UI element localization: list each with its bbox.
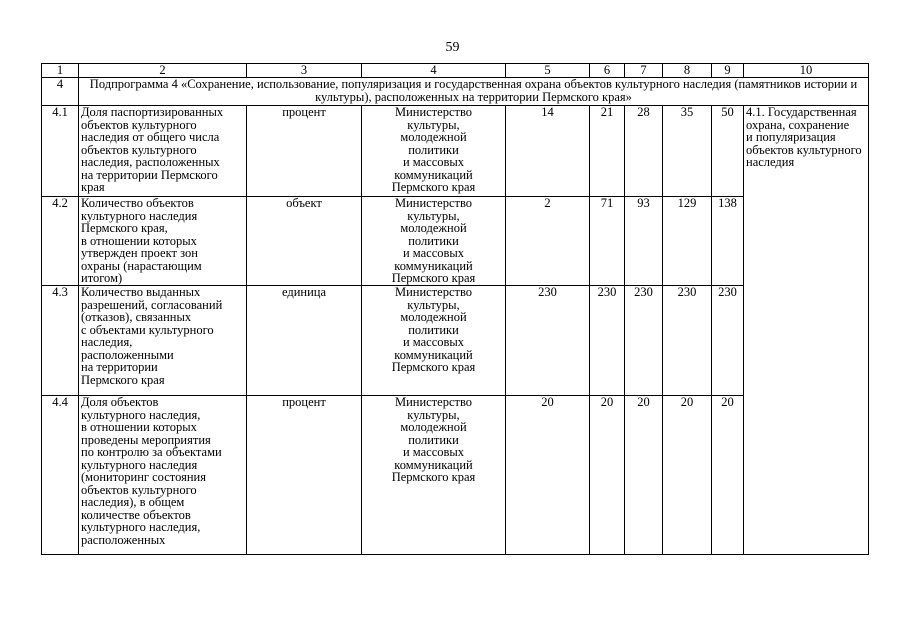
executor-cell: Министерство культуры, молодежной политики и массовых коммуникаций Пермского края	[362, 197, 506, 286]
subprogram-number: 4	[42, 78, 79, 106]
indicators-table	[41, 63, 869, 555]
unit-cell: единица	[247, 286, 362, 396]
executor-cell: Министерство культуры, молодежной политики и массовых коммуникаций Пермского края	[362, 106, 506, 197]
column-number: 6	[590, 64, 625, 78]
target-cell: 4.1. Государственная охрана, сохранение и популяризация объектов культурного наследия	[744, 106, 869, 555]
value-cell: 129	[663, 197, 712, 286]
subprogram-row	[42, 78, 869, 106]
value-cell: 20	[506, 396, 590, 555]
column-number: 5	[506, 64, 590, 78]
row-number: 4.1	[42, 106, 79, 197]
value-cell: 230	[663, 286, 712, 396]
row-number: 4.2	[42, 197, 79, 286]
value-cell: 2	[506, 197, 590, 286]
indicator-name: Количество объектов культурного наследия Пермского края, в отношении которых утвержден проект зон охраны (нарастающим итогом)	[79, 197, 247, 286]
value-cell: 20	[590, 396, 625, 555]
column-number: 2	[79, 64, 247, 78]
column-number: 4	[362, 64, 506, 78]
column-number: 3	[247, 64, 362, 78]
value-cell: 20	[712, 396, 744, 555]
subprogram-title: Подпрограмма 4 «Сохранение, использование, популяризация и государственная охрана объектов культурного наследия (памятников истории и культуры), расположенных на территории Пермского края»	[79, 78, 869, 106]
value-cell: 20	[625, 396, 663, 555]
indicator-name: Доля объектов культурного наследия, в отношении которых проведены мероприятия по контролю за объектами культурного наследия (мониторинг состояния объектов культурного наследия), в общем количестве объектов культурного наследия, расположенных	[79, 396, 247, 555]
page-number: 59	[445, 40, 460, 55]
value-cell: 21	[590, 106, 625, 197]
table-row	[42, 106, 869, 197]
unit-cell: процент	[247, 396, 362, 555]
value-cell: 35	[663, 106, 712, 197]
indicator-name: Количество выданных разрешений, согласований (отказов), связанных с объектами культурного наследия, расположенными на территории Пермского края	[79, 286, 247, 396]
value-cell: 138	[712, 197, 744, 286]
row-number: 4.4	[42, 396, 79, 555]
unit-cell: объект	[247, 197, 362, 286]
column-number: 10	[744, 64, 869, 78]
value-cell: 230	[506, 286, 590, 396]
column-number: 7	[625, 64, 663, 78]
column-number-row	[42, 64, 869, 78]
value-cell: 71	[590, 197, 625, 286]
indicator-name: Доля паспортизированных объектов культурного наследия от общего числа объектов культурного наследия, расположенных на территории Пермского края	[79, 106, 247, 197]
executor-cell: Министерство культуры, молодежной политики и массовых коммуникаций Пермского края	[362, 396, 506, 555]
value-cell: 230	[625, 286, 663, 396]
value-cell: 28	[625, 106, 663, 197]
executor-cell: Министерство культуры, молодежной политики и массовых коммуникаций Пермского края	[362, 286, 506, 396]
value-cell: 50	[712, 106, 744, 197]
value-cell: 20	[663, 396, 712, 555]
row-number: 4.3	[42, 286, 79, 396]
column-number: 8	[663, 64, 712, 78]
column-number: 9	[712, 64, 744, 78]
unit-cell: процент	[247, 106, 362, 197]
value-cell: 93	[625, 197, 663, 286]
column-number: 1	[42, 64, 79, 78]
value-cell: 230	[590, 286, 625, 396]
value-cell: 230	[712, 286, 744, 396]
value-cell: 14	[506, 106, 590, 197]
